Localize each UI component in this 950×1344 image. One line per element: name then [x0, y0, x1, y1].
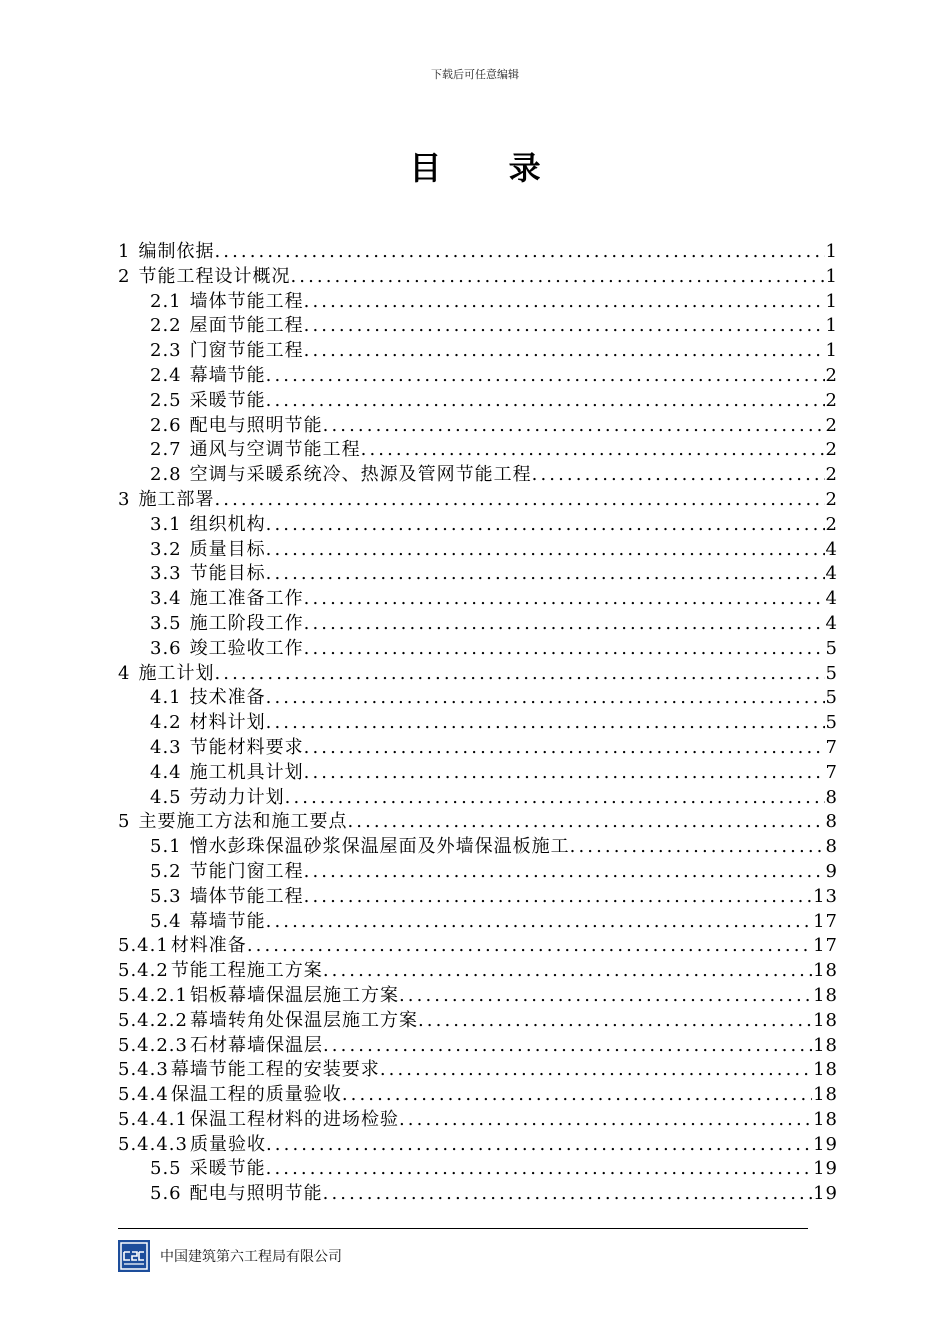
toc-entry-title: 节能目标	[189, 563, 266, 585]
toc-entry-title: 编制依据	[138, 241, 215, 262]
toc-entry-number: 1	[118, 241, 131, 262]
toc-entry-page-number: 19	[813, 1158, 838, 1180]
toc-entry-page-number: 2	[825, 389, 838, 411]
toc-dot-leader	[532, 463, 825, 488]
toc-entry-number: 5.4.2.3	[118, 1034, 188, 1056]
toc-entry-number: 2.4	[150, 364, 182, 386]
toc-entry[interactable]	[118, 314, 838, 339]
toc-entry[interactable]	[118, 686, 838, 711]
toc-entry-page-number: 2	[825, 414, 838, 436]
toc-entry-page-number: 2	[825, 513, 838, 535]
toc-entry-title: 节能门窗工程	[189, 860, 304, 882]
toc-dot-leader	[323, 414, 825, 439]
page-title: 目 录	[409, 149, 569, 187]
toc-entry-title: 幕墙节能	[189, 364, 266, 386]
toc-entry-page-number: 8	[825, 811, 838, 833]
toc-entry[interactable]	[118, 1058, 838, 1083]
toc-dot-leader	[342, 1083, 812, 1108]
toc-entry[interactable]	[118, 339, 838, 364]
toc-entry-title: 施工准备工作	[189, 588, 304, 610]
toc-entry-number: 5.4.2	[118, 960, 169, 982]
toc-entry[interactable]	[118, 860, 838, 885]
toc-dot-leader	[214, 240, 824, 265]
toc-entry[interactable]	[118, 538, 838, 563]
toc-dot-leader	[266, 1133, 812, 1158]
toc-entry-number: 2.7	[150, 439, 182, 461]
toc-entry[interactable]	[118, 1083, 838, 1108]
toc-dot-leader	[247, 934, 812, 959]
toc-dot-leader	[266, 1157, 812, 1182]
toc-entry-title: 主要施工方法和施工要点	[138, 811, 348, 833]
toc-entry[interactable]	[118, 240, 838, 265]
toc-entry-page-number: 8	[825, 836, 838, 858]
toc-entry-page-number: 2	[825, 439, 838, 461]
toc-entry-number: 3.1	[150, 513, 182, 535]
toc-dot-leader	[290, 265, 824, 290]
toc-dot-leader	[266, 364, 825, 389]
toc-entry-title: 施工部署	[138, 488, 215, 510]
toc-entry[interactable]	[118, 414, 838, 439]
toc-entry[interactable]	[118, 885, 838, 910]
toc-entry[interactable]	[118, 1009, 838, 1034]
toc-entry-page-number: 18	[813, 960, 838, 982]
toc-entry[interactable]	[118, 910, 838, 935]
toc-entry-page-number: 5	[825, 712, 838, 734]
toc-entry[interactable]	[118, 786, 838, 811]
toc-entry-title: 幕墙转角处保温层施工方案	[189, 1009, 418, 1031]
toc-entry[interactable]	[118, 711, 838, 736]
toc-dot-leader	[304, 314, 825, 339]
toc-dot-leader	[304, 860, 825, 885]
toc-entry-number: 4.2	[150, 712, 182, 734]
toc-entry[interactable]	[118, 810, 838, 835]
toc-entry-number: 5.4.3	[118, 1059, 169, 1081]
toc-entry-page-number: 4	[825, 563, 838, 585]
toc-entry-number: 4.5	[150, 786, 182, 808]
toc-dot-leader	[323, 1182, 812, 1207]
toc-entry-title: 墙体节能工程	[189, 290, 304, 312]
toc-entry-number: 3	[118, 488, 131, 510]
toc-entry-title: 保温工程的质量验收	[170, 1084, 342, 1106]
toc-entry[interactable]	[118, 736, 838, 761]
toc-entry-title: 材料准备	[170, 935, 247, 957]
toc-entry-number: 5.2	[150, 860, 182, 882]
toc-entry[interactable]	[118, 265, 838, 290]
toc-entry-page-number: 1	[825, 290, 838, 312]
toc-entry[interactable]	[118, 934, 838, 959]
toc-entry-number: 5.5	[150, 1158, 182, 1180]
toc-entry-page-number: 18	[813, 1084, 838, 1106]
toc-dot-leader	[304, 339, 825, 364]
toc-entry[interactable]	[118, 984, 838, 1009]
toc-dot-leader	[304, 637, 825, 662]
toc-entry-number: 5.3	[150, 885, 182, 907]
toc-entry-number: 4.4	[150, 761, 182, 783]
toc-entry-page-number: 18	[813, 1009, 838, 1031]
toc-entry-title: 屋面节能工程	[189, 315, 304, 337]
toc-entry[interactable]	[118, 959, 838, 984]
toc-entry-number: 5.4.4.3	[118, 1133, 188, 1155]
toc-dot-leader	[304, 885, 812, 910]
toc-entry[interactable]	[118, 364, 838, 389]
toc-entry[interactable]	[118, 1133, 838, 1158]
toc-entry-number: 5.6	[150, 1183, 182, 1205]
table-of-contents	[118, 240, 838, 1207]
cscec-logo-icon	[118, 1240, 150, 1272]
toc-entry-number: 5.4.4.1	[118, 1108, 188, 1130]
toc-dot-leader	[361, 438, 825, 463]
toc-entry-title: 组织机构	[189, 513, 266, 535]
toc-dot-leader	[323, 1034, 812, 1059]
toc-entry-page-number: 5	[825, 637, 838, 659]
toc-dot-leader	[266, 686, 825, 711]
toc-entry[interactable]	[118, 1182, 838, 1207]
toc-entry-title: 竣工验收工作	[189, 637, 304, 659]
toc-dot-leader	[266, 562, 825, 587]
toc-entry[interactable]	[118, 562, 838, 587]
toc-entry-title: 配电与照明节能	[189, 1183, 323, 1205]
toc-entry-page-number: 1	[825, 265, 838, 287]
toc-entry-number: 2.1	[150, 290, 182, 312]
toc-dot-leader	[266, 538, 825, 563]
toc-entry-page-number: 1	[825, 241, 838, 262]
toc-entry-page-number: 1	[825, 340, 838, 362]
toc-entry[interactable]	[118, 438, 838, 463]
toc-entry-title: 节能工程施工方案	[170, 960, 323, 982]
toc-entry-number: 3.3	[150, 563, 182, 585]
header-note: 下载后可任意编辑	[431, 68, 519, 81]
toc-dot-leader	[266, 910, 812, 935]
toc-entry-page-number: 2	[825, 364, 838, 386]
toc-entry-number: 5.4.2.1	[118, 984, 188, 1006]
toc-entry-number: 5.4.4	[118, 1084, 169, 1106]
toc-entry-title: 质量验收	[189, 1133, 266, 1155]
toc-entry-page-number: 13	[813, 885, 838, 907]
toc-dot-leader	[266, 711, 825, 736]
toc-entry-title: 节能工程设计概况	[138, 265, 291, 287]
footer-divider	[118, 1228, 808, 1229]
toc-entry-title: 铝板幕墙保温层施工方案	[189, 984, 399, 1006]
toc-entry-page-number: 4	[825, 612, 838, 634]
toc-entry-title: 材料计划	[189, 712, 266, 734]
toc-entry-title: 劳动力计划	[189, 786, 285, 808]
toc-entry-page-number: 5	[825, 687, 838, 709]
toc-entry-page-number: 18	[813, 1059, 838, 1081]
toc-entry-title: 门窗节能工程	[189, 340, 304, 362]
toc-entry-page-number: 18	[813, 1108, 838, 1130]
toc-entry[interactable]	[118, 662, 838, 687]
toc-entry-number: 5.4.2.2	[118, 1009, 188, 1031]
toc-entry-title: 通风与空调节能工程	[189, 439, 361, 461]
toc-entry-page-number: 7	[825, 736, 838, 758]
toc-entry-title: 采暖节能	[189, 389, 266, 411]
toc-entry-page-number: 2	[825, 488, 838, 510]
toc-dot-leader	[214, 662, 824, 687]
toc-dot-leader	[399, 1108, 812, 1133]
toc-entry-page-number: 9	[825, 860, 838, 882]
toc-entry-title: 施工计划	[138, 662, 215, 684]
toc-entry-page-number: 17	[813, 935, 838, 957]
toc-dot-leader	[285, 786, 825, 811]
toc-dot-leader	[304, 612, 825, 637]
toc-entry-title: 保温工程材料的进场检验	[189, 1108, 399, 1130]
toc-entry-number: 2.6	[150, 414, 182, 436]
toc-entry-title: 施工机具计划	[189, 761, 304, 783]
toc-entry-page-number: 7	[825, 761, 838, 783]
toc-entry-page-number: 4	[825, 588, 838, 610]
toc-entry-title: 憎水彭珠保温砂浆保温屋面及外墙保温板施工	[189, 836, 570, 858]
toc-entry-title: 幕墙节能工程的安装要求	[170, 1059, 380, 1081]
toc-entry-number: 3.2	[150, 538, 182, 560]
toc-entry[interactable]	[118, 513, 838, 538]
toc-dot-leader	[304, 761, 825, 786]
toc-dot-leader	[570, 835, 825, 860]
toc-entry[interactable]	[118, 1034, 838, 1059]
toc-entry-page-number: 5	[825, 662, 838, 684]
toc-dot-leader	[304, 587, 825, 612]
toc-dot-leader	[399, 984, 812, 1009]
toc-entry-title: 技术准备	[189, 687, 266, 709]
toc-entry-number: 5	[118, 811, 131, 833]
toc-dot-leader	[323, 959, 812, 984]
toc-entry-number: 5.4	[150, 910, 182, 932]
toc-entry-page-number: 1	[825, 315, 838, 337]
toc-entry-number: 4.3	[150, 736, 182, 758]
toc-entry-number: 2.3	[150, 340, 182, 362]
footer-company-name: 中国建筑第六工程局有限公司	[160, 1249, 342, 1265]
toc-dot-leader	[266, 513, 825, 538]
toc-entry-number: 3.5	[150, 612, 182, 634]
toc-entry-title: 空调与采暖系统冷、热源及管网节能工程	[189, 464, 532, 486]
toc-dot-leader	[266, 389, 825, 414]
toc-entry[interactable]	[118, 761, 838, 786]
toc-entry-number: 4	[118, 662, 131, 684]
toc-entry[interactable]	[118, 290, 838, 315]
toc-entry-title: 墙体节能工程	[189, 885, 304, 907]
toc-entry-number: 2.5	[150, 389, 182, 411]
toc-dot-leader	[304, 736, 825, 761]
toc-entry[interactable]	[118, 612, 838, 637]
toc-dot-leader	[380, 1058, 812, 1083]
toc-entry-page-number: 19	[813, 1183, 838, 1205]
toc-dot-leader	[304, 290, 825, 315]
toc-entry[interactable]	[118, 587, 838, 612]
toc-entry[interactable]	[118, 488, 838, 513]
toc-entry-number: 2.2	[150, 315, 182, 337]
toc-entry-title: 采暖节能	[189, 1158, 266, 1180]
toc-entry-number: 3.6	[150, 637, 182, 659]
toc-entry-page-number: 19	[813, 1133, 838, 1155]
toc-entry-number: 2.8	[150, 464, 182, 486]
toc-entry-number: 2	[118, 265, 131, 287]
toc-entry-page-number: 18	[813, 984, 838, 1006]
toc-entry[interactable]	[118, 637, 838, 662]
toc-entry-number: 4.1	[150, 687, 182, 709]
toc-entry-page-number: 17	[813, 910, 838, 932]
toc-entry-title: 节能材料要求	[189, 736, 304, 758]
toc-dot-leader	[347, 810, 824, 835]
toc-entry-title: 幕墙节能	[189, 910, 266, 932]
toc-entry[interactable]	[118, 389, 838, 414]
toc-entry-page-number: 8	[825, 786, 838, 808]
toc-entry-title: 施工阶段工作	[189, 612, 304, 634]
toc-entry-title: 石材幕墙保温层	[189, 1034, 323, 1056]
toc-entry[interactable]	[118, 1157, 838, 1182]
toc-dot-leader	[214, 488, 824, 513]
toc-entry[interactable]	[118, 1108, 838, 1133]
toc-entry[interactable]	[118, 835, 838, 860]
toc-entry-number: 3.4	[150, 588, 182, 610]
toc-entry-page-number: 18	[813, 1034, 838, 1056]
toc-entry-title: 配电与照明节能	[189, 414, 323, 436]
toc-entry[interactable]	[118, 463, 838, 488]
toc-entry-page-number: 2	[825, 464, 838, 486]
toc-entry-number: 5.1	[150, 836, 182, 858]
toc-entry-page-number: 4	[825, 538, 838, 560]
toc-entry-number: 5.4.1	[118, 935, 169, 957]
toc-entry-title: 质量目标	[189, 538, 266, 560]
toc-dot-leader	[418, 1009, 812, 1034]
